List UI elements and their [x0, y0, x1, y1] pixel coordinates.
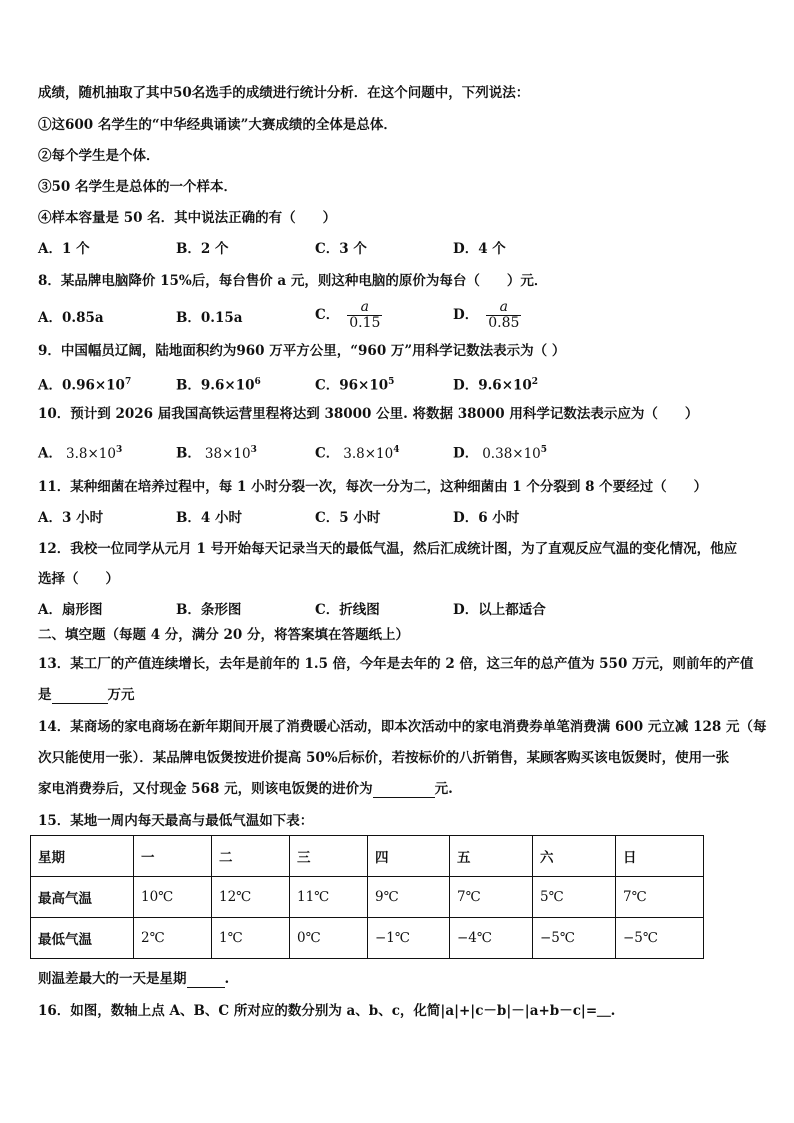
q9-option-b-exp: 6 — [254, 377, 261, 387]
q11-option-c[interactable]: C．5 小时 — [315, 510, 381, 526]
header-weekday: 星期 — [31, 836, 134, 877]
q8-option-d-fraction — [486, 300, 521, 331]
q8-option-c-label: C． — [315, 307, 340, 323]
q7-statement-2: ②每个学生是个体． — [38, 148, 160, 164]
q13-stem-line-1: 13．某工厂的产值连续增长，去年是前年的 1.5 倍，今年是去年的 2 倍，这三年的总产值为 550 万元，则前年的产值 — [38, 656, 754, 672]
q10-option-b-exp: 3 — [250, 445, 257, 455]
header-wed: 三 — [290, 836, 368, 877]
q8-option-d[interactable] — [453, 300, 521, 331]
q8-option-c-numerator: a — [347, 300, 382, 316]
q12-option-b[interactable]: B．条形图 — [176, 602, 242, 618]
q7-statement-4: ④样本容量是 50 名．其中说法正确的有（ ） — [38, 210, 337, 226]
q11-option-a[interactable]: A．3 小时 — [38, 510, 104, 526]
header-sat: 六 — [533, 836, 616, 877]
q10-option-d-label: D． — [453, 445, 479, 462]
q12-option-d[interactable]: D．以上都适合 — [453, 602, 546, 618]
q10-stem: 10．预计到 2026 届我国高铁运营里程将达到 38000 公里. 将数据 38000 用科学记数法表示应为（ ） — [38, 406, 699, 422]
q12-stem-line-1: 12．我校一位同学从元月 1 号开始每天记录当天的最低气温，然后汇成统计图，为了直观反应气温的变化情况，他应 — [38, 541, 738, 557]
low-label: 最低气温 — [31, 918, 134, 959]
q7-option-c[interactable]: C．3 个 — [315, 241, 367, 257]
temperature-table — [30, 835, 704, 959]
q14-stem-line-3 — [38, 780, 453, 798]
q7-option-a[interactable]: A．1 个 — [38, 241, 90, 257]
table-row-low — [31, 918, 704, 959]
q8-option-d-label: D． — [453, 307, 479, 323]
q8-option-c[interactable] — [315, 300, 382, 331]
q10-option-c-base: 3.8×10 — [343, 445, 394, 462]
high-thu: 9℃ — [368, 877, 450, 918]
low-tue: 1℃ — [212, 918, 290, 959]
low-sun: −5℃ — [616, 918, 704, 959]
q9-option-c-base: C．96×10 — [315, 377, 389, 394]
q10-option-b-base: 38×10 — [204, 445, 251, 462]
q10-option-c-exp: 4 — [393, 445, 400, 455]
q10-option-c-label: C． — [315, 445, 340, 462]
high-wed: 11℃ — [290, 877, 368, 918]
q11-option-d[interactable]: D．6 小时 — [453, 510, 520, 526]
q9-option-d-base: D．9.6×10 — [453, 377, 532, 394]
q13-post: 万元 — [107, 687, 135, 703]
header-sun: 日 — [616, 836, 704, 877]
q10-option-a-label: A． — [38, 445, 62, 462]
header-mon: 一 — [134, 836, 212, 877]
q10-option-c[interactable] — [315, 441, 399, 463]
q9-option-a-exp: 7 — [124, 377, 132, 387]
q14-answer-blank[interactable] — [373, 783, 435, 798]
high-sat: 5℃ — [533, 877, 616, 918]
q12-stem-line-2: 选择（ ） — [38, 571, 119, 587]
q8-option-b[interactable]: B．0.15a — [176, 310, 243, 326]
section-2-heading: 二、填空题（每题 4 分，满分 20 分，将答案填在答题纸上） — [38, 627, 409, 643]
q10-option-a[interactable] — [38, 441, 122, 463]
low-thu: −1℃ — [368, 918, 450, 959]
q10-option-b-label: B． — [176, 445, 201, 462]
q8-option-d-numerator: a — [486, 300, 521, 316]
q9-option-a-base: A．0.96×10 — [38, 377, 125, 394]
q9-option-a[interactable] — [38, 373, 131, 395]
q10-option-a-base: 3.8×10 — [65, 445, 116, 462]
high-tue: 12℃ — [212, 877, 290, 918]
q14-stem-line-2: 次只能使用一张）．某品牌电饭煲按进价提高 50%后标价，若按标价的八折销售，某顾客购买该电饭煲时，使用一张 — [38, 750, 730, 766]
table-row-high — [31, 877, 704, 918]
q12-option-c[interactable]: C．折线图 — [315, 602, 380, 618]
q14-post: 元. — [434, 781, 453, 797]
q7-statement-3: ③50 名学生是总体的一个样本． — [38, 179, 237, 195]
q9-option-d-exp: 2 — [531, 377, 539, 387]
low-mon: 2℃ — [134, 918, 212, 959]
q13-stem-line-2 — [38, 686, 135, 704]
q9-option-b-base: B．9.6×10 — [176, 377, 255, 394]
high-fri: 7℃ — [450, 877, 533, 918]
q9-option-d[interactable] — [453, 373, 538, 395]
q8-option-c-denominator: 0.15 — [349, 315, 381, 331]
high-mon: 10℃ — [134, 877, 212, 918]
q10-option-a-exp: 3 — [115, 445, 123, 455]
q8-option-d-denominator: 0.85 — [488, 315, 520, 331]
q15-after — [38, 970, 229, 988]
q10-option-d-exp: 5 — [540, 445, 548, 455]
low-fri: −4℃ — [450, 918, 533, 959]
table-row-header — [31, 836, 704, 877]
q14-stem-line-1: 14．某商场的家电商场在新年期间开展了消费暖心活动，即本次活动中的家电消费券单笔消费满 600 元立减 128 元（每 — [38, 719, 767, 735]
q10-option-b[interactable] — [176, 441, 257, 463]
q7-intro: 成绩，随机抽取了其中50名选手的成绩进行统计分析．在这个问题中，下列说法： — [38, 85, 530, 101]
q12-option-a[interactable]: A．扇形图 — [38, 602, 103, 618]
q16-stem: 16．如图，数轴上点 A、B、C 所对应的数分别为 a、b、c，化简|a|+|c－b|－|a+b－c|=＿. — [38, 1003, 616, 1019]
q8-stem: 8．某品牌电脑降价 15%后，每台售价 a 元，则这种电脑的原价为每台（ ）元． — [38, 273, 548, 289]
q13-answer-blank[interactable] — [52, 689, 108, 704]
header-tue: 二 — [212, 836, 290, 877]
q8-option-a[interactable]: A．0.85a — [38, 310, 104, 326]
q15-answer-blank[interactable] — [187, 973, 225, 988]
low-sat: −5℃ — [533, 918, 616, 959]
q11-option-b[interactable]: B．4 小时 — [176, 510, 243, 526]
q9-option-b[interactable] — [176, 373, 261, 395]
q9-option-c[interactable] — [315, 373, 394, 395]
q10-option-d-base: 0.38×10 — [482, 445, 541, 462]
q7-option-b[interactable]: B．2 个 — [176, 241, 229, 257]
high-label: 最高气温 — [31, 877, 134, 918]
high-sun: 7℃ — [616, 877, 704, 918]
q15-after-post: . — [224, 971, 230, 987]
low-wed: 0℃ — [290, 918, 368, 959]
q8-option-c-fraction — [347, 300, 382, 331]
q7-statement-1: ①这600 名学生的“中华经典诵读”大赛成绩的全体是总体． — [38, 117, 397, 133]
q14-pre: 家电消费券后，又付现金 568 元，则该电饭煲的进价为 — [38, 781, 373, 797]
q9-option-c-exp: 5 — [388, 377, 395, 387]
q13-pre: 是 — [38, 687, 52, 703]
q11-stem: 11．某种细菌在培养过程中，每 1 小时分裂一次，每次一分为二，这种细菌由 1 个分裂到 8 个要经过（ ） — [38, 479, 708, 495]
q15-stem: 15．某地一周内每天最高与最低气温如下表： — [38, 813, 314, 829]
header-thu: 四 — [368, 836, 450, 877]
q7-option-d[interactable]: D．4 个 — [453, 241, 506, 257]
q10-option-d[interactable] — [453, 441, 547, 463]
header-fri: 五 — [450, 836, 533, 877]
q15-after-pre: 则温差最大的一天是星期 — [38, 971, 187, 987]
q9-stem: 9．中国幅员辽阔，陆地面积约为960 万平方公里，“960 万”用科学记数法表示为（ ） — [38, 343, 566, 359]
